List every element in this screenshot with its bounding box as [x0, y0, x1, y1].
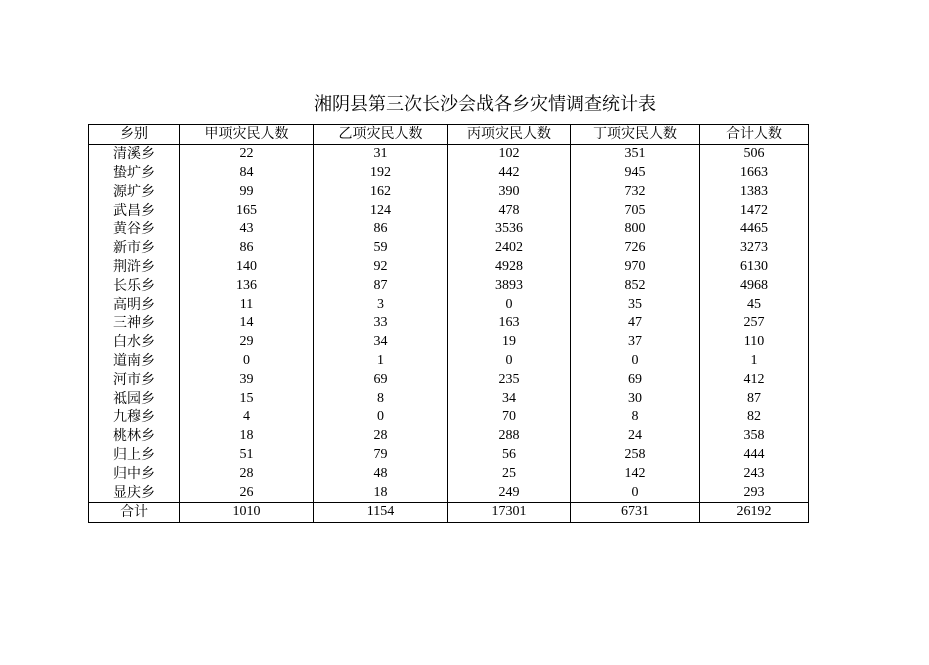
- category-c-cell: 34: [448, 389, 571, 408]
- township-cell: 桃林乡: [89, 427, 180, 446]
- category-a-cell: 99: [180, 182, 314, 201]
- total-cell: 1: [700, 352, 809, 371]
- category-a-cell: 14: [180, 314, 314, 333]
- category-c-cell: 56: [448, 446, 571, 465]
- category-b-cell: 48: [314, 464, 448, 483]
- category-d-cell: 0: [571, 483, 700, 502]
- category-c-cell: 235: [448, 370, 571, 389]
- total-cell: 293: [700, 483, 809, 502]
- category-a-cell: 26: [180, 483, 314, 502]
- category-c-cell: 163: [448, 314, 571, 333]
- table-row: [89, 408, 809, 427]
- total-cell: 243: [700, 464, 809, 483]
- category-d-cell: 970: [571, 258, 700, 277]
- township-cell: 归中乡: [89, 464, 180, 483]
- category-c-cell: 288: [448, 427, 571, 446]
- column-header-category-c: 丙项灾民人数: [448, 125, 571, 145]
- category-d-cell: 142: [571, 464, 700, 483]
- table-row: [89, 314, 809, 333]
- total-cell: 1472: [700, 201, 809, 220]
- township-cell: 长乐乡: [89, 276, 180, 295]
- category-c-cell: 2402: [448, 239, 571, 258]
- total-cell: 6130: [700, 258, 809, 277]
- category-b-cell: 33: [314, 314, 448, 333]
- township-cell: 清溪乡: [89, 144, 180, 163]
- township-cell: 荆浒乡: [89, 258, 180, 277]
- category-b-cell: 87: [314, 276, 448, 295]
- category-a-cell: 1010: [180, 502, 314, 522]
- category-a-cell: 43: [180, 220, 314, 239]
- total-cell: 45: [700, 295, 809, 314]
- category-a-cell: 18: [180, 427, 314, 446]
- township-cell: 源圹乡: [89, 182, 180, 201]
- category-b-cell: 0: [314, 408, 448, 427]
- category-c-cell: 17301: [448, 502, 571, 522]
- category-b-cell: 92: [314, 258, 448, 277]
- category-b-cell: 1: [314, 352, 448, 371]
- category-d-cell: 6731: [571, 502, 700, 522]
- table-row: [89, 483, 809, 502]
- category-b-cell: 31: [314, 144, 448, 163]
- column-header-township: 乡别: [89, 125, 180, 145]
- township-cell: 道南乡: [89, 352, 180, 371]
- total-cell: 257: [700, 314, 809, 333]
- category-a-cell: 0: [180, 352, 314, 371]
- category-d-cell: 37: [571, 333, 700, 352]
- category-b-cell: 28: [314, 427, 448, 446]
- category-a-cell: 15: [180, 389, 314, 408]
- category-a-cell: 22: [180, 144, 314, 163]
- category-c-cell: 25: [448, 464, 571, 483]
- category-d-cell: 24: [571, 427, 700, 446]
- category-a-cell: 84: [180, 164, 314, 183]
- category-d-cell: 705: [571, 201, 700, 220]
- township-cell: 蛰圹乡: [89, 164, 180, 183]
- category-d-cell: 47: [571, 314, 700, 333]
- township-cell: 归上乡: [89, 446, 180, 465]
- category-a-cell: 51: [180, 446, 314, 465]
- total-cell: 3273: [700, 239, 809, 258]
- table-row: [89, 352, 809, 371]
- total-cell: 4968: [700, 276, 809, 295]
- township-cell: 高明乡: [89, 295, 180, 314]
- total-cell: 1383: [700, 182, 809, 201]
- category-c-cell: 3893: [448, 276, 571, 295]
- disaster-statistics-table: [88, 124, 809, 523]
- category-d-cell: 945: [571, 164, 700, 183]
- category-d-cell: 69: [571, 370, 700, 389]
- category-b-cell: 192: [314, 164, 448, 183]
- table-row: [89, 333, 809, 352]
- township-cell: 合计: [89, 502, 180, 522]
- category-d-cell: 351: [571, 144, 700, 163]
- township-cell: 祗园乡: [89, 389, 180, 408]
- total-cell: 358: [700, 427, 809, 446]
- category-a-cell: 136: [180, 276, 314, 295]
- category-d-cell: 35: [571, 295, 700, 314]
- column-header-category-a: 甲项灾民人数: [180, 125, 314, 145]
- total-cell: 82: [700, 408, 809, 427]
- township-cell: 九穆乡: [89, 408, 180, 427]
- category-b-cell: 34: [314, 333, 448, 352]
- category-c-cell: 390: [448, 182, 571, 201]
- category-d-cell: 732: [571, 182, 700, 201]
- category-c-cell: 3536: [448, 220, 571, 239]
- table-row: [89, 258, 809, 277]
- table-row: [89, 464, 809, 483]
- township-cell: 三神乡: [89, 314, 180, 333]
- column-header-category-d: 丁项灾民人数: [571, 125, 700, 145]
- category-b-cell: 69: [314, 370, 448, 389]
- category-c-cell: 70: [448, 408, 571, 427]
- category-c-cell: 442: [448, 164, 571, 183]
- total-cell: 26192: [700, 502, 809, 522]
- category-d-cell: 0: [571, 352, 700, 371]
- category-c-cell: 19: [448, 333, 571, 352]
- category-a-cell: 29: [180, 333, 314, 352]
- category-b-cell: 79: [314, 446, 448, 465]
- column-header-category-b: 乙项灾民人数: [314, 125, 448, 145]
- township-cell: 河市乡: [89, 370, 180, 389]
- township-cell: 新市乡: [89, 239, 180, 258]
- category-a-cell: 4: [180, 408, 314, 427]
- total-cell: 444: [700, 446, 809, 465]
- category-b-cell: 124: [314, 201, 448, 220]
- category-b-cell: 8: [314, 389, 448, 408]
- category-a-cell: 11: [180, 295, 314, 314]
- table-row: [89, 370, 809, 389]
- category-d-cell: 258: [571, 446, 700, 465]
- category-a-cell: 86: [180, 239, 314, 258]
- category-c-cell: 249: [448, 483, 571, 502]
- township-cell: 显庆乡: [89, 483, 180, 502]
- total-row: [89, 502, 809, 522]
- category-d-cell: 800: [571, 220, 700, 239]
- category-b-cell: 162: [314, 182, 448, 201]
- category-d-cell: 30: [571, 389, 700, 408]
- table-row: [89, 427, 809, 446]
- category-c-cell: 0: [448, 352, 571, 371]
- total-cell: 412: [700, 370, 809, 389]
- category-c-cell: 102: [448, 144, 571, 163]
- township-cell: 白水乡: [89, 333, 180, 352]
- table-row: [89, 239, 809, 258]
- page-title: 湘阴县第三次长沙会战各乡灾情调查统计表: [314, 94, 656, 115]
- table-row: [89, 276, 809, 295]
- category-c-cell: 478: [448, 201, 571, 220]
- category-c-cell: 4928: [448, 258, 571, 277]
- table-row: [89, 389, 809, 408]
- table-row: [89, 220, 809, 239]
- table-row: [89, 295, 809, 314]
- table-row: [89, 164, 809, 183]
- total-cell: 4465: [700, 220, 809, 239]
- column-header-total: 合计人数: [700, 125, 809, 145]
- category-a-cell: 165: [180, 201, 314, 220]
- total-cell: 87: [700, 389, 809, 408]
- category-b-cell: 3: [314, 295, 448, 314]
- category-a-cell: 140: [180, 258, 314, 277]
- category-d-cell: 852: [571, 276, 700, 295]
- category-a-cell: 39: [180, 370, 314, 389]
- category-b-cell: 86: [314, 220, 448, 239]
- category-d-cell: 8: [571, 408, 700, 427]
- total-cell: 1663: [700, 164, 809, 183]
- table-row: [89, 182, 809, 201]
- category-d-cell: 726: [571, 239, 700, 258]
- category-a-cell: 28: [180, 464, 314, 483]
- category-b-cell: 1154: [314, 502, 448, 522]
- category-b-cell: 18: [314, 483, 448, 502]
- total-cell: 110: [700, 333, 809, 352]
- table-row: [89, 446, 809, 465]
- category-b-cell: 59: [314, 239, 448, 258]
- table-row: [89, 201, 809, 220]
- table-header-row: [89, 125, 809, 145]
- table-row: [89, 144, 809, 163]
- township-cell: 武昌乡: [89, 201, 180, 220]
- township-cell: 黄谷乡: [89, 220, 180, 239]
- category-c-cell: 0: [448, 295, 571, 314]
- total-cell: 506: [700, 144, 809, 163]
